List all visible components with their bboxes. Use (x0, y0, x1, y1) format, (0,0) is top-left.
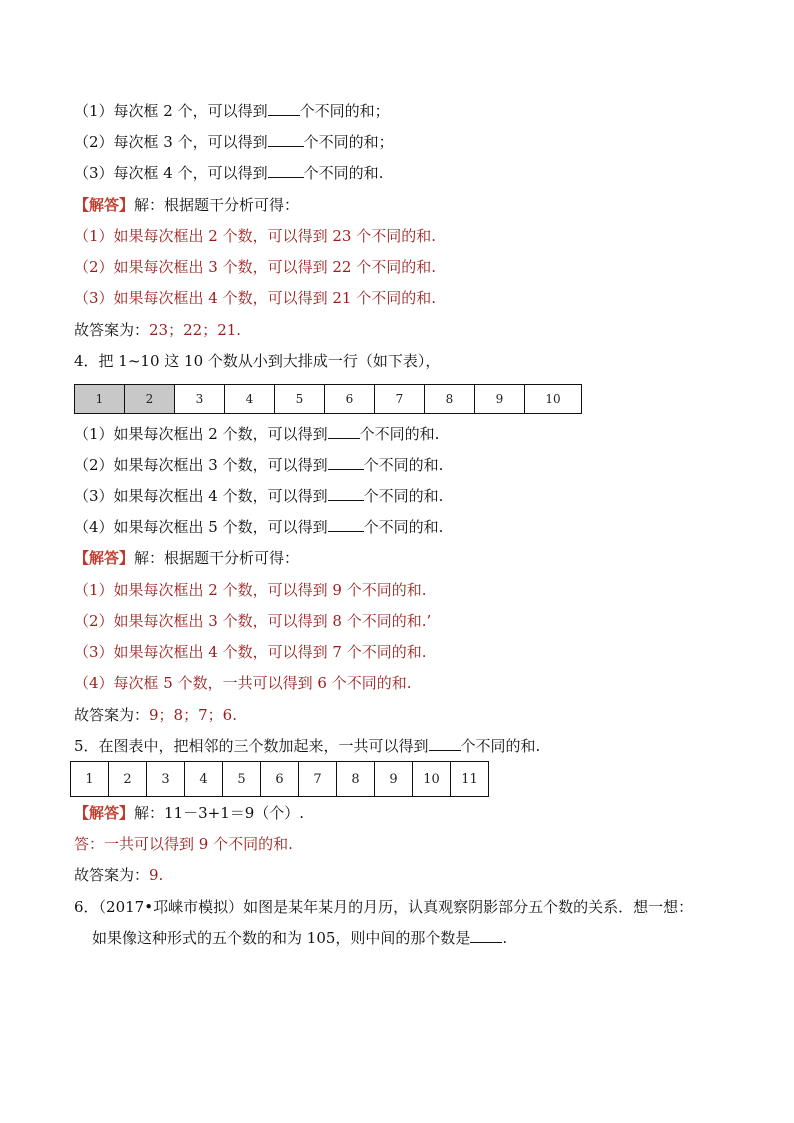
number-cell: 4 (185, 762, 223, 797)
q4-answer-1: （1）如果每次框出 2 个数，可以得到 9 个不同的和. (74, 581, 427, 599)
number-cell: 9 (375, 762, 413, 797)
solution-tag: 【解答】 (74, 549, 135, 567)
answer-blank[interactable] (470, 928, 502, 943)
q4-answer-4: （4）每次框 5 个数，一共可以得到 6 个不同的和. (74, 674, 412, 692)
q4-answer-2: （2）如果每次框出 3 个数，可以得到 8 个不同的和.’ (74, 612, 432, 630)
q4-number-row (74, 384, 582, 414)
q5-stem: 5．在图表中，把相邻的三个数加起来，一共可以得到 个不同的和. (74, 737, 541, 755)
q4-part-2: （2）如果每次框出 3 个数，可以得到 个不同的和. (74, 456, 444, 474)
number-cell: 4 (225, 385, 275, 414)
answer-blank[interactable] (268, 132, 304, 147)
q4-solution-header: 【解答】解：根据题干分析可得： (74, 549, 300, 567)
q3-part-3: （3）每次框 4 个，可以得到 个不同的和. (74, 164, 384, 182)
number-cell: 1 (75, 385, 125, 414)
q5-number-row (70, 761, 489, 797)
solution-tag: 【解答】 (74, 804, 135, 822)
q3-answer-2: （2）如果每次框出 3 个数，可以得到 22 个不同的和. (74, 258, 437, 276)
q3-part-2: （2）每次框 3 个，可以得到 个不同的和； (74, 133, 394, 151)
answer-blank[interactable] (268, 163, 304, 178)
number-cell: 11 (451, 762, 489, 797)
answer-blank[interactable] (328, 517, 364, 532)
q3-final-answer: 故答案为：23；22；21. (74, 321, 242, 339)
q3-answer-1: （1）如果每次框出 2 个数，可以得到 23 个不同的和. (74, 227, 437, 245)
q4-answer-3: （3）如果每次框出 4 个数，可以得到 7 个不同的和. (74, 643, 427, 661)
number-cell: 8 (337, 762, 375, 797)
number-cell: 7 (299, 762, 337, 797)
q3-solution-header: 【解答】解：根据题干分析可得： (74, 196, 300, 214)
q4-part-3: （3）如果每次框出 4 个数，可以得到 个不同的和. (74, 487, 444, 505)
number-cell: 6 (325, 385, 375, 414)
number-cell: 5 (223, 762, 261, 797)
q4-part-4: （4）如果每次框出 5 个数，可以得到 个不同的和. (74, 518, 444, 536)
q5-solution: 【解答】解：11－3+1＝9（个）. (74, 804, 305, 822)
number-cell: 8 (425, 385, 475, 414)
answer-blank[interactable] (429, 736, 461, 751)
q3-answer-3: （3）如果每次框出 4 个数，可以得到 21 个不同的和. (74, 289, 437, 307)
q4-stem: 4．把 1~10 这 10 个数从小到大排成一行（如下表）， (74, 352, 441, 370)
q5-final-answer: 故答案为：9. (74, 866, 164, 884)
number-cell: 2 (125, 385, 175, 414)
answer-blank[interactable] (328, 424, 360, 439)
answer-blank[interactable] (328, 486, 364, 501)
q4-part-1: （1）如果每次框出 2 个数，可以得到 个不同的和. (74, 425, 440, 443)
number-cell: 1 (71, 762, 109, 797)
q6-stem-continued: 如果像这种形式的五个数的和为 105，则中间的那个数是 . (92, 929, 508, 947)
number-cell: 2 (109, 762, 147, 797)
number-cell: 3 (147, 762, 185, 797)
number-cell: 6 (261, 762, 299, 797)
number-cell: 9 (475, 385, 525, 414)
answer-blank[interactable] (328, 455, 364, 470)
q5-answer: 答：一共可以得到 9 个不同的和. (74, 835, 293, 853)
number-cell: 10 (413, 762, 451, 797)
answer-blank[interactable] (268, 101, 300, 116)
number-cell: 5 (275, 385, 325, 414)
q4-final-answer: 故答案为：9；8；7；6. (74, 706, 237, 724)
q3-part-1: （1）每次框 2 个，可以得到 个不同的和； (74, 102, 390, 120)
number-cell: 3 (175, 385, 225, 414)
number-cell: 7 (375, 385, 425, 414)
number-cell: 10 (525, 385, 582, 414)
solution-tag: 【解答】 (74, 196, 135, 214)
q6-stem: 6．（2017•邛崃市模拟）如图是某年某月的月历，认真观察阴影部分五个数的关系．想一想： (74, 898, 694, 916)
